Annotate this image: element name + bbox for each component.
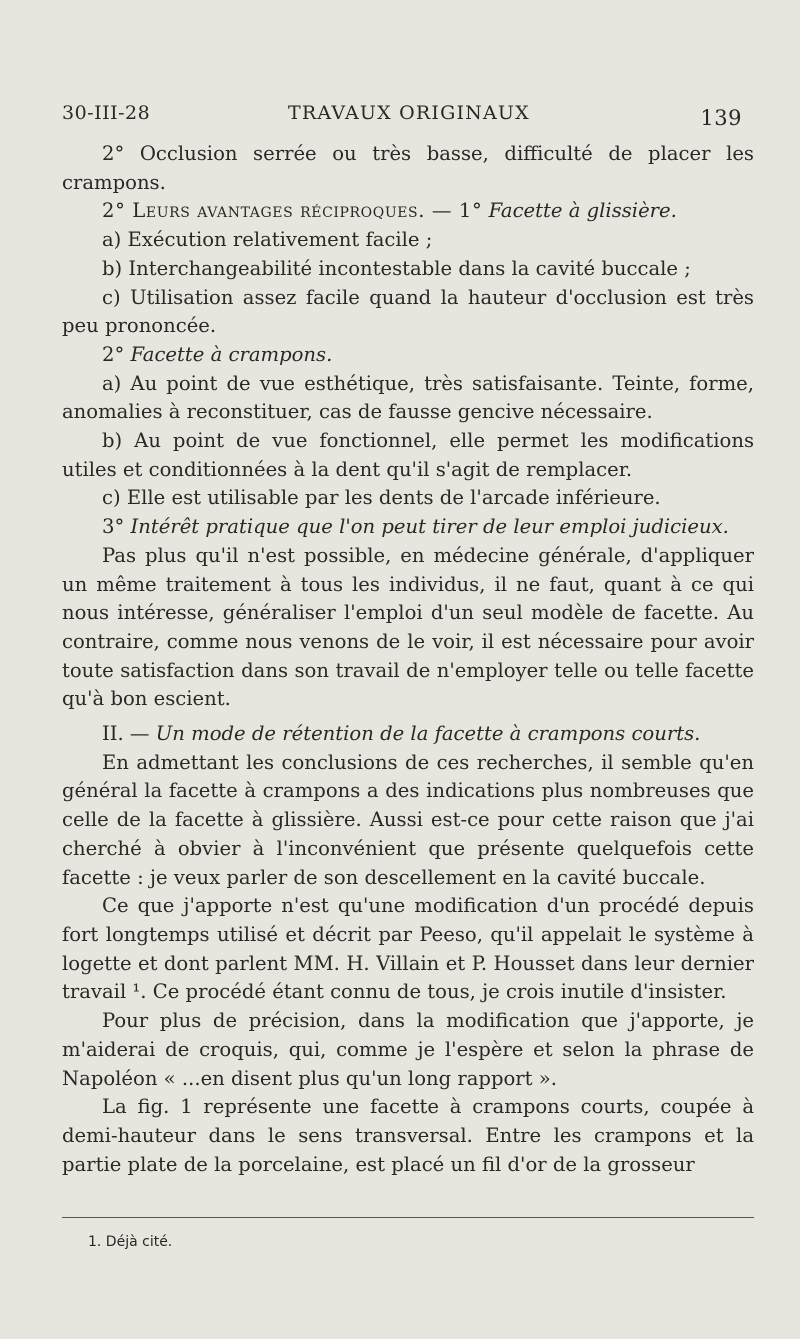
list-item: a) Exécution relativement facile ; bbox=[102, 228, 433, 252]
paragraph: La fig. 1 représente une facette à crampons courts, coupée à demi-hauteur dans le sens transversal. Entre les crampons et la partie plate de la porcelaine, est placé un fil d'or de la grosseur bbox=[62, 1095, 754, 1176]
list-item: a) Au point de vue esthétique, très satisfaisante. Teinte, forme, anomalies à reconstituer, cas de fausse gencive nécessaire. bbox=[62, 371, 754, 424]
header-date: 30-III-28 bbox=[62, 102, 151, 124]
section-heading: 2° Facette à crampons. bbox=[102, 342, 333, 366]
page-number: 139 bbox=[700, 106, 742, 130]
list-item: b) Interchangeabilité incontestable dans la cavité buccale ; bbox=[102, 256, 691, 280]
body-text bbox=[62, 140, 754, 1179]
footnote-rule bbox=[62, 1217, 754, 1218]
paragraph: Pour plus de précision, dans la modification que j'apporte, je m'aiderai de croquis, qui, comme je l'espère et selon la phrase de Napoléon « ...en disent plus qu'un long rapport ». bbox=[62, 1009, 754, 1090]
header-title: TRAVAUX ORIGINAUX bbox=[288, 102, 530, 124]
list-item: b) Au point de vue fonctionnel, elle permet les modifications utiles et conditionnées à la dent qu'il s'agit de remplacer. bbox=[62, 429, 754, 481]
list-item: c) Elle est utilisable par les dents de l'arcade inférieure. bbox=[102, 486, 661, 510]
paragraph: Ce que j'apporte n'est qu'une modification d'un procédé depuis fort longtemps utilisé et décrit par Peeso, qu'il appelait le système à logette et dont parlent MM. H. Villain et P. Housset dans leur dernier travail ¹. Ce procédé étant connu de tous, je crois inutile d'insister. bbox=[62, 894, 754, 1004]
section-heading: 3° Intérêt pratique que l'on peut tirer de leur emploi judicieux. bbox=[102, 515, 729, 539]
paragraph: 2° Occlusion serrée ou très basse, difficulté de placer les crampons. bbox=[62, 142, 754, 194]
running-header bbox=[62, 100, 770, 130]
paragraph: Pas plus qu'il n'est possible, en médecine générale, d'appliquer un même traitement à tous les individus, il ne faut, quant à ce qui nous intéresse, généraliser l'emploi d'un seul modèle de facette. Au contraire, comme nous venons de le voir, il est nécessaire pour avoir toute satisfaction dans son travail de n'employer telle ou telle facette qu'à bon escient. bbox=[62, 543, 754, 711]
section-heading: II. — Un mode de rétention de la facette à crampons courts. bbox=[102, 722, 701, 746]
paragraph: En admettant les conclusions de ces recherches, il semble qu'en général la facette à crampons a des indications plus nombreuses que celle de la facette à glissière. Aussi est-ce pour cette raison que j'ai cherché à obvier à l'inconvénient que présente quelquefois cette facette : je veux parler de son descellement en la cavité buccale. bbox=[62, 750, 754, 889]
list-item: c) Utilisation assez facile quand la hauteur d'occlusion est très peu prononcée. bbox=[62, 285, 754, 338]
footnote: 1. Déjà cité. bbox=[88, 1234, 173, 1250]
section-heading: 2° Leurs avantages réciproques. — 1° Facette à glissière. bbox=[102, 199, 677, 223]
